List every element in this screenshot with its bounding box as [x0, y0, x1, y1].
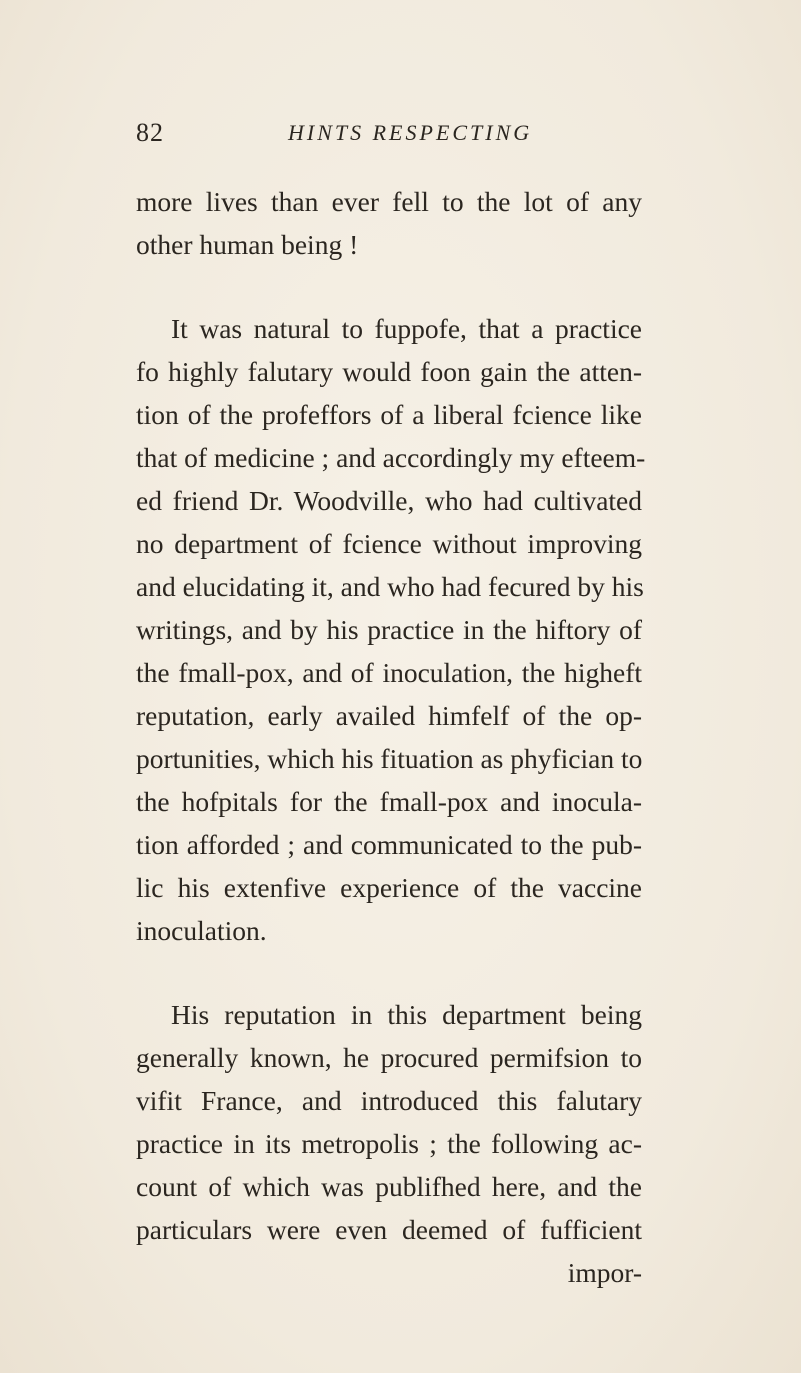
text-line: that of medicine ; and accordingly my efteem- — [136, 442, 646, 473]
paragraph-2 — [136, 307, 646, 952]
text-line: His reputation in this department being — [171, 999, 642, 1030]
paragraph-3 — [136, 993, 642, 1251]
paragraph-1 — [136, 180, 642, 266]
text-line: generally known, he procured permifsion to — [136, 1042, 642, 1073]
text-line: tion afforded ; and communicated to the pub- — [136, 829, 642, 860]
text-line: ed friend Dr. Woodville, who had cultivated — [136, 485, 642, 516]
text-line: tion of the profeffors of a liberal fcience like — [136, 399, 642, 430]
text-line: the hofpitals for the fmall-pox and inocula- — [136, 786, 642, 817]
text-line: more lives than ever fell to the lot of any — [136, 186, 642, 217]
text-line: practice in its metropolis ; the following ac- — [136, 1128, 642, 1159]
text-line: other human being ! — [136, 229, 359, 260]
text-line: the fmall-pox, and of inoculation, the higheft — [136, 657, 642, 688]
text-line: lic his extenfive experience of the vaccine — [136, 872, 642, 903]
text-line: count of which was publifhed here, and the — [136, 1171, 642, 1202]
catchword: impor- — [567, 1257, 642, 1288]
text-line: particulars were even deemed of fufficient — [136, 1214, 642, 1245]
running-head: HINTS RESPECTING — [288, 120, 533, 145]
text-line: It was natural to fuppofe, that a practice — [171, 313, 642, 344]
text-line: writings, and by his practice in the hiftory of — [136, 614, 642, 645]
text-line: inoculation. — [136, 915, 267, 946]
text-line: vifit France, and introduced this falutary — [136, 1085, 642, 1116]
text-line: and elucidating it, and who had fecured by his — [136, 571, 644, 602]
text-line: portunities, which his fituation as phyfician to — [136, 743, 643, 774]
text-line: no department of fcience without improving — [136, 528, 642, 559]
text-line: fo highly falutary would foon gain the atten- — [136, 356, 642, 387]
page-number: 82 — [136, 118, 164, 147]
text-line: reputation, early availed himfelf of the op- — [136, 700, 642, 731]
body-text — [136, 180, 646, 1294]
page-header — [136, 118, 641, 150]
